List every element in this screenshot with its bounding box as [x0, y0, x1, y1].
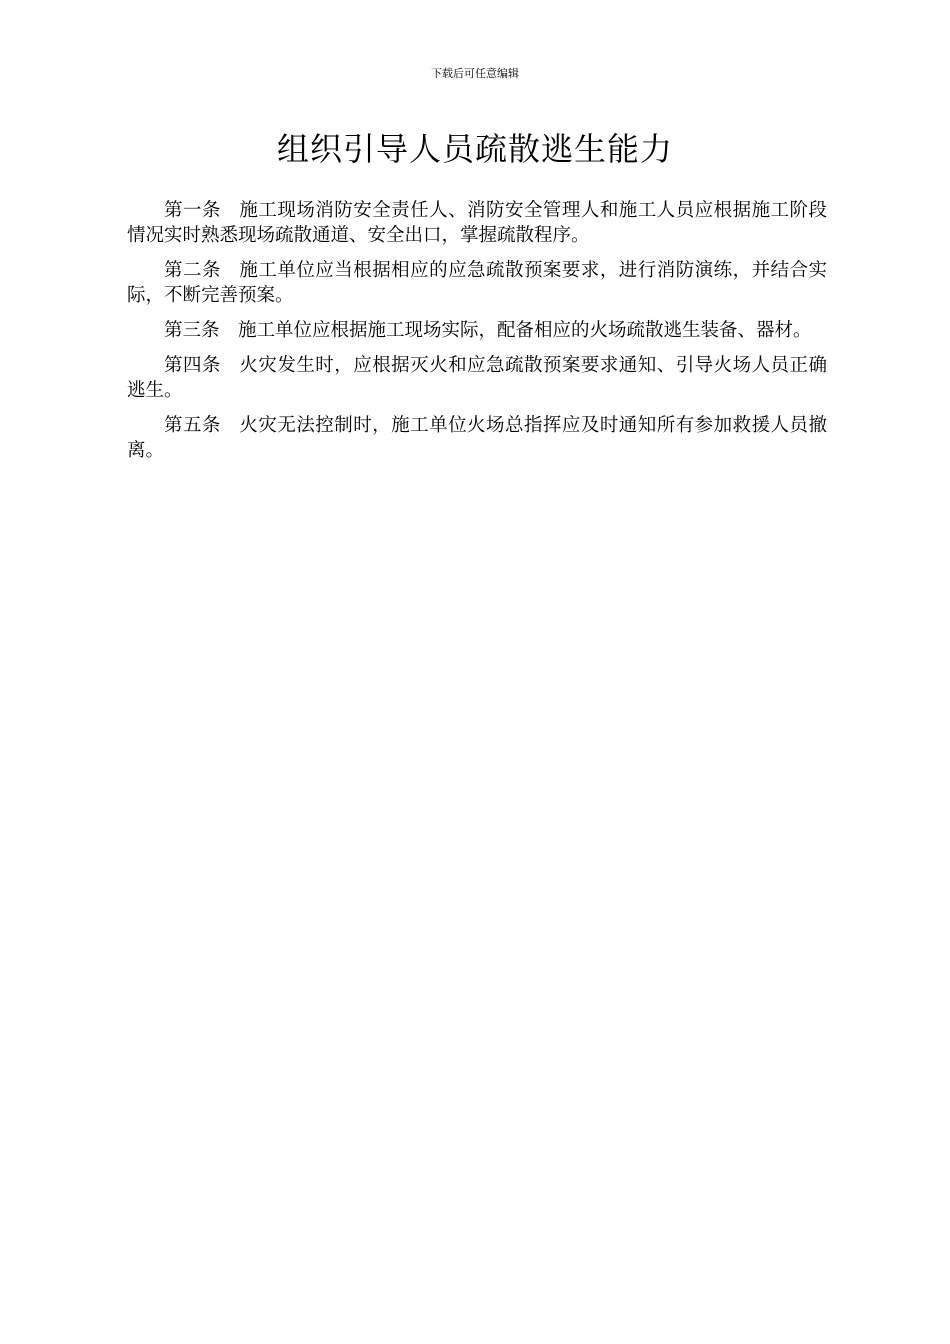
article-number: 第一条 [164, 200, 221, 221]
article-5 [127, 413, 827, 463]
article-3 [127, 318, 827, 343]
article-text: 火灾发生时，应根据灭火和应急疏散预案要求通知、引导火场人员正确逃生。 [127, 355, 827, 401]
article-number: 第三条 [164, 320, 220, 341]
article-number: 第五条 [164, 415, 221, 436]
article-text: 施工现场消防安全责任人、消防安全管理人和施工人员应根据施工阶段情况实时熟悉现场疏散通道、安全出口，掌握疏散程序。 [127, 200, 827, 246]
document-body [127, 198, 827, 473]
article-4 [127, 353, 827, 403]
article-number: 第四条 [164, 355, 221, 376]
article-text: 施工单位应当根据相应的应急疏散预案要求，进行消防演练，并结合实际，不断完善预案。 [127, 260, 827, 306]
article-text: 施工单位应根据施工现场实际，配备相应的火场疏散逃生装备、器材。 [238, 320, 812, 341]
article-text: 火灾无法控制时，施工单位火场总指挥应及时通知所有参加救援人员撤离。 [127, 415, 827, 461]
article-1 [127, 198, 827, 248]
header-note: 下载后可任意编辑 [431, 67, 519, 80]
document-title: 组织引导人员疏散逃生能力 [276, 130, 673, 168]
article-2 [127, 258, 827, 308]
article-number: 第二条 [164, 260, 221, 281]
